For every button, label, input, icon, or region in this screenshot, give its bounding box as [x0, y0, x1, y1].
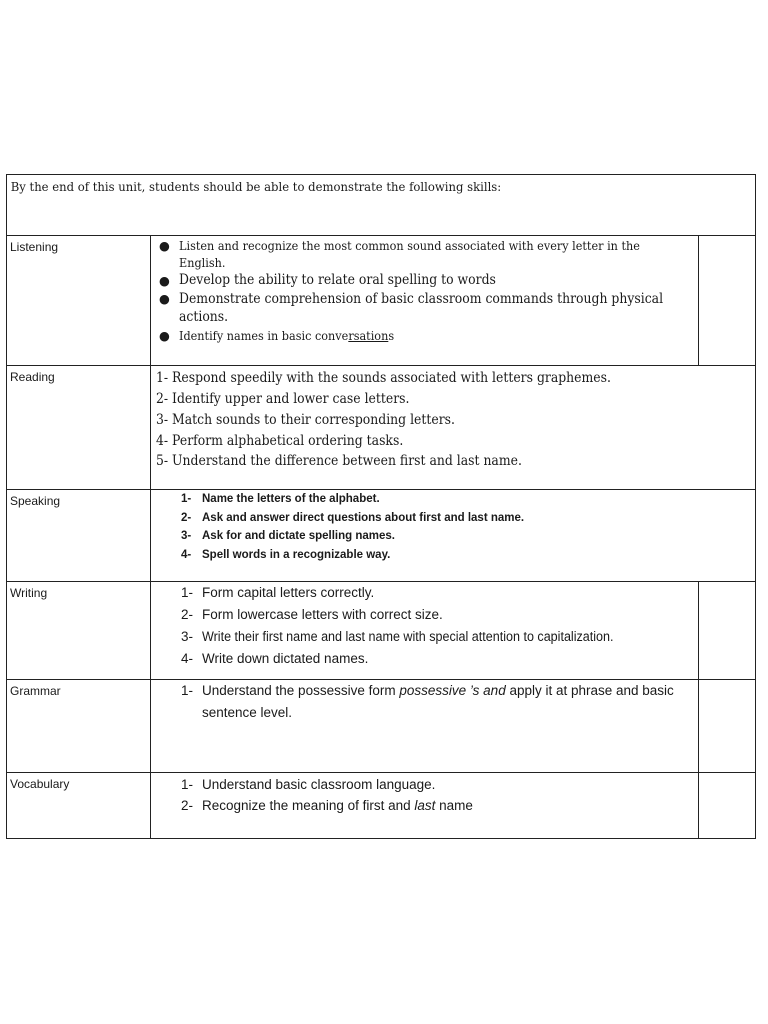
skills-table-container	[6, 174, 755, 836]
listening-side-cell	[699, 236, 756, 366]
vocabulary-list	[151, 774, 698, 816]
list-item: 2- Identify upper and lower case letters.	[156, 391, 410, 407]
vocabulary-label: Vocabulary	[7, 773, 151, 839]
reading-list	[156, 368, 708, 471]
list-item: 4- Write down dictated names.	[181, 651, 369, 666]
list-item: 1- Understand basic classroom language.	[181, 777, 436, 792]
listening-content	[151, 236, 699, 366]
list-item: 3- Ask for and dictate spelling names.	[181, 530, 395, 542]
reading-label: Reading	[7, 366, 151, 490]
bullet-icon: ●	[159, 238, 170, 253]
writing-label: Writing	[7, 582, 151, 680]
list-item: 1- Understand the possessive form possessive ’s and apply it at phrase and basic sentence level.	[181, 683, 674, 720]
writing-content	[151, 582, 699, 680]
grammar-list	[151, 680, 698, 724]
bullet-icon: ●	[159, 273, 170, 288]
speaking-label: Speaking	[7, 490, 151, 582]
list-item: 2- Recognize the meaning of first and last name	[181, 798, 473, 813]
writing-side-cell	[699, 582, 756, 680]
grammar-side-cell	[699, 680, 756, 773]
intro-text: By the end of this unit, students should be able to demonstrate the following skills:	[10, 179, 502, 194]
list-item: 1- Respond speedily with the sounds associated with letters graphemes.	[156, 370, 611, 386]
speaking-row	[7, 490, 756, 582]
listening-list	[151, 237, 698, 345]
list-item: ● Develop the ability to relate oral spelling to words	[159, 272, 496, 288]
writing-row	[7, 582, 756, 680]
intro-row	[7, 175, 756, 236]
vocabulary-row	[7, 773, 756, 839]
vocabulary-side-cell	[699, 773, 756, 839]
grammar-row	[7, 680, 756, 773]
list-item: 4- Perform alphabetical ordering tasks.	[156, 433, 404, 449]
skills-table	[6, 174, 756, 839]
bullet-icon: ●	[159, 328, 170, 343]
vocabulary-content	[151, 773, 699, 839]
grammar-content	[151, 680, 699, 773]
reading-row	[7, 366, 756, 490]
bullet-icon: ●	[159, 291, 170, 306]
listening-label: Listening	[7, 236, 151, 366]
speaking-list	[151, 490, 755, 564]
speaking-content	[151, 490, 756, 582]
reading-content	[151, 366, 756, 490]
list-item: ● Demonstrate comprehension of basic classroom commands through physical actions.	[159, 291, 664, 325]
list-item: 3- Write their first name and last name with special attention to capitalization.	[181, 629, 614, 644]
list-item: 1- Name the letters of the alphabet.	[181, 493, 380, 505]
list-item: 1- Form capital letters correctly.	[181, 585, 375, 600]
list-item: 3- Match sounds to their corresponding letters.	[156, 412, 455, 428]
grammar-label: Grammar	[7, 680, 151, 773]
list-item: 2- Ask and answer direct questions about first and last name.	[181, 511, 525, 524]
writing-list	[151, 582, 698, 670]
list-item: 5- Understand the difference between first and last name.	[156, 453, 522, 469]
list-item: ● Listen and recognize the most common sound associated with every letter in the English.	[159, 238, 640, 270]
list-item: ● Identify names in basic conversations	[159, 328, 395, 343]
listening-row	[7, 236, 756, 366]
list-item: 4- Spell words in a recognizable way.	[181, 548, 391, 561]
list-item: 2- Form lowercase letters with correct size.	[181, 607, 443, 622]
